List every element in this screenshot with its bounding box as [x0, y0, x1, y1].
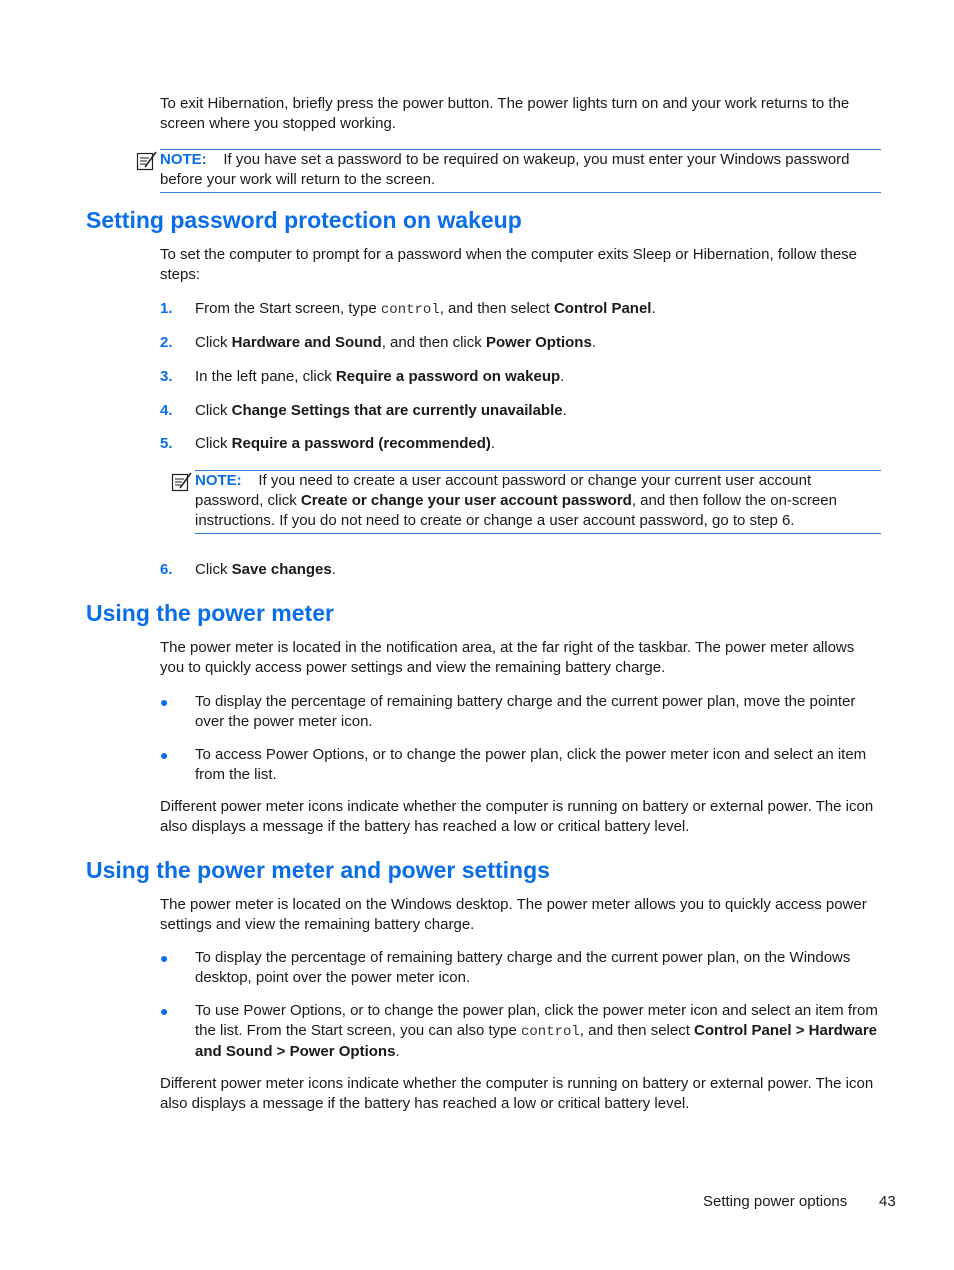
step-text: From the Start screen, type control, and then select Control Panel. — [195, 300, 656, 318]
bullet-text: To display the percentage of remaining battery charge and the current power plan, move the pointer over the power meter icon. — [195, 693, 856, 730]
hibernation-paragraph: To exit Hibernation, briefly press the power button. The power lights turn on and your work returns to the screen where you stopped working. — [160, 95, 850, 132]
section-heading-power-settings: Using the power meter and power settings — [86, 857, 550, 883]
note-icon — [171, 471, 193, 493]
step-text: Click Save changes. — [195, 561, 336, 578]
section-outro: Different power meter icons indicate whether the computer is running on battery or external power. The icon also displays a message if the battery has reached a low or critical battery level. — [160, 1075, 874, 1112]
bullet-icon: ● — [160, 694, 169, 710]
code-text: control — [520, 1024, 580, 1040]
step-number: 2. — [160, 334, 173, 351]
note-label: NOTE: — [160, 151, 207, 168]
note-box — [160, 149, 881, 193]
note-text: If you have set a password to be required on wakeup, you must enter your Windows password before your work will return to the screen. — [160, 151, 850, 188]
bullet-icon: ● — [160, 747, 169, 763]
bullet-text: To use Power Options, or to change the power plan, click the power meter icon and select an item from the list. From the Start screen, you can also type control, and then select Control Panel > Hardware and Sound > Power Options. — [195, 1002, 878, 1060]
section-intro: The power meter is located on the Windows desktop. The power meter allows you to quickly access power settings and view the remaining battery charge. — [160, 896, 867, 933]
step-number: 5. — [160, 435, 173, 452]
section-heading-password-wakeup: Setting password protection on wakeup — [86, 207, 522, 233]
section-intro: To set the computer to prompt for a password when the computer exits Sleep or Hibernation, follow these steps: — [160, 246, 858, 283]
step-text: Click Change Settings that are currently unavailable. — [195, 402, 567, 419]
note-icon — [136, 150, 158, 172]
step-number: 4. — [160, 402, 173, 419]
step-text: Click Hardware and Sound, and then click Power Options. — [195, 334, 596, 351]
step-number: 3. — [160, 368, 173, 385]
step-number: 6. — [160, 561, 173, 578]
section-outro: Different power meter icons indicate whether the computer is running on battery or external power. The icon also displays a message if the battery has reached a low or critical battery level. — [160, 798, 874, 835]
step-number: 1. — [160, 300, 173, 317]
bullet-text: To display the percentage of remaining battery charge and the current power plan, on the Windows desktop, point over the power meter icon. — [195, 949, 851, 986]
step-text: Click Require a password (recommended). — [195, 435, 496, 452]
section-intro: The power meter is located in the notification area, at the far right of the taskbar. The power meter allows you to quickly access power settings and view the remaining battery charge. — [160, 639, 855, 676]
footer-section-title: Setting power options — [703, 1193, 848, 1210]
note-box: NOTE: If you need to create a user account password or change your current user account password, click Create or change your user account password, and then follow the on-screen instructions. If you do not need to create or change a user account password, go to step 6. — [195, 470, 881, 534]
note-bold-text: Create or change your user account password — [300, 492, 632, 509]
bullet-icon: ● — [160, 950, 169, 966]
step-text: In the left pane, click Require a password on wakeup. — [195, 368, 565, 385]
bullet-text: To access Power Options, or to change the power plan, click the power meter icon and select an item from the list. — [195, 746, 867, 783]
section-heading-power-meter: Using the power meter — [86, 600, 334, 626]
note-label: NOTE: — [195, 472, 242, 489]
note-text: If you need to create a user account password or change your current user account password, click — [195, 472, 812, 509]
code-text: control — [380, 302, 440, 318]
page-number: 43 — [879, 1193, 896, 1210]
bullet-icon: ● — [160, 1003, 169, 1019]
